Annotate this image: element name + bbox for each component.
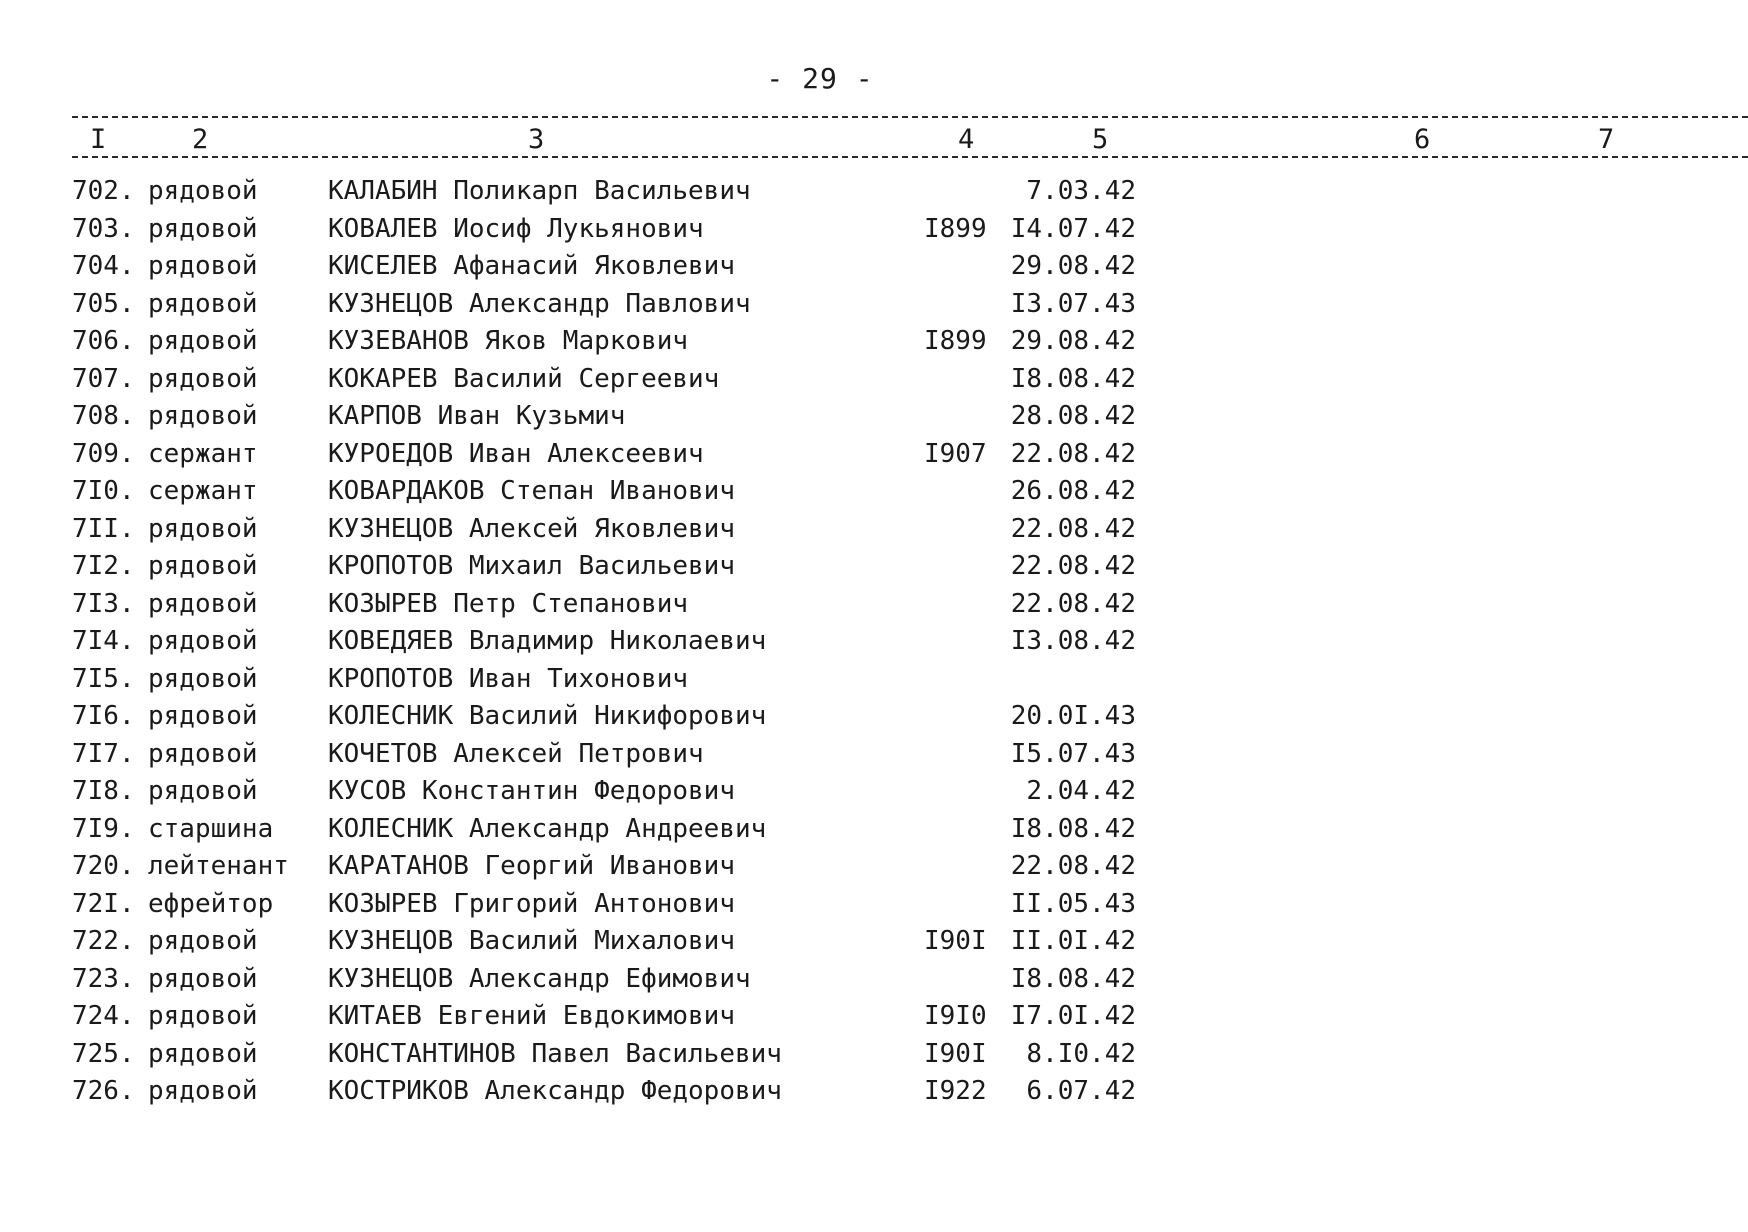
record-name: КОСТРИКОВ Александр Федорович [328, 1076, 782, 1106]
record-number: 707. [72, 363, 135, 394]
table-row [0, 889, 1748, 927]
record-birth-year: I9I0 [924, 1001, 987, 1031]
record-rank: рядовой [148, 1001, 258, 1031]
record-number: 720. [72, 851, 135, 881]
record-number: 7I0. [72, 476, 135, 506]
record-date: I3.07.43 [1010, 288, 1136, 319]
record-name: КОЗЫРЕВ Григорий Антонович [328, 888, 735, 919]
record-name: КАРПОВ Иван Кузьмич [328, 401, 626, 431]
table-row [0, 589, 1748, 627]
record-number: 702. [72, 176, 135, 206]
record-rank: лейтенант [148, 851, 289, 881]
record-number: 704. [72, 251, 135, 281]
record-name: КУЗНЕЦОВ Александр Павлович [328, 288, 751, 319]
record-rank: рядовой [148, 1076, 258, 1106]
record-rank: сержант [148, 438, 258, 469]
record-date: 20.0I.43 [1010, 701, 1136, 731]
record-number: 7II. [72, 513, 135, 544]
record-name: КУЗНЕЦОВ Алексей Яковлевич [328, 513, 735, 544]
record-name: КУСОВ Константин Федорович [328, 776, 735, 806]
record-rank: сержант [148, 476, 258, 506]
table-row [0, 1001, 1748, 1039]
record-date: 28.08.42 [1010, 401, 1136, 431]
record-number: 706. [72, 326, 135, 356]
record-date: 29.08.42 [1010, 326, 1136, 356]
column-header-1: I [86, 124, 110, 155]
record-rank: рядовой [148, 551, 258, 581]
table-row [0, 664, 1748, 702]
record-date: 7.03.42 [1026, 176, 1136, 206]
record-number: 7I8. [72, 776, 135, 806]
record-name: КУЗНЕЦОВ Василий Михалович [328, 926, 735, 956]
record-name: КИСЕЛЕВ Афанасий Яковлевич [328, 251, 735, 281]
record-number: 726. [72, 1076, 135, 1106]
record-birth-year: I899 [924, 326, 987, 356]
record-date: 29.08.42 [1010, 251, 1136, 281]
record-name: КУРОЕДОВ Иван Алексеевич [328, 438, 704, 469]
table-row [0, 964, 1748, 1002]
table-row [0, 176, 1748, 214]
record-number: 709. [72, 438, 135, 469]
record-birth-year: I899 [924, 213, 987, 244]
record-number: 703. [72, 213, 135, 244]
record-date: 22.08.42 [1010, 551, 1136, 581]
record-rank: рядовой [148, 738, 258, 769]
record-name: КОВЕДЯЕВ Владимир Николаевич [328, 626, 767, 656]
record-date: 22.08.42 [1010, 588, 1136, 619]
record-date: I4.07.42 [1010, 213, 1136, 244]
table-row [0, 1039, 1748, 1077]
record-name: КУЗНЕЦОВ Александр Ефимович [328, 963, 751, 994]
record-number: 7I5. [72, 663, 135, 694]
record-rank: рядовой [148, 326, 258, 356]
table-row [0, 214, 1748, 252]
record-table [0, 176, 1748, 1114]
header-rule-top [72, 116, 1748, 118]
record-name: КОЧЕТОВ Алексей Петрович [328, 738, 704, 769]
record-number: 7I9. [72, 813, 135, 844]
table-row [0, 439, 1748, 477]
record-rank: рядовой [148, 363, 258, 394]
record-birth-year: I922 [924, 1076, 987, 1106]
record-name: КАРАТАНОВ Георгий Иванович [328, 851, 735, 881]
record-date: 22.08.42 [1010, 851, 1136, 881]
record-date: 22.08.42 [1010, 438, 1136, 469]
table-row [0, 926, 1748, 964]
table-row [0, 1076, 1748, 1114]
record-date: 26.08.42 [1010, 476, 1136, 506]
record-date: 2.04.42 [1026, 776, 1136, 806]
table-row [0, 551, 1748, 589]
record-name: КОЛЕСНИК Александр Андреевич [328, 813, 767, 844]
column-header-5: 5 [1088, 124, 1112, 155]
record-rank: ефрейтор [148, 888, 274, 919]
record-date: II.05.43 [1010, 888, 1136, 919]
record-rank: рядовой [148, 626, 258, 656]
table-row [0, 776, 1748, 814]
record-number: 7I6. [72, 701, 135, 731]
record-date: 6.07.42 [1026, 1076, 1136, 1106]
record-birth-year: I907 [924, 438, 987, 469]
record-number: 723. [72, 963, 135, 994]
record-rank: рядовой [148, 663, 258, 694]
record-rank: рядовой [148, 401, 258, 431]
record-name: КОКАРЕВ Василий Сергеевич [328, 363, 720, 394]
record-name: КРОПОТОВ Михаил Васильевич [328, 551, 735, 581]
record-date: 8.I0.42 [1026, 1038, 1136, 1069]
column-header-2: 2 [188, 124, 212, 155]
column-header-row [0, 122, 1748, 156]
record-name: КРОПОТОВ Иван Тихонович [328, 663, 689, 694]
record-date: I8.08.42 [1010, 813, 1136, 844]
record-name: КОНСТАНТИНОВ Павел Васильевич [328, 1038, 782, 1069]
header-rule-bottom [72, 156, 1748, 158]
record-rank: рядовой [148, 176, 258, 206]
record-number: 7I2. [72, 551, 135, 581]
record-name: КОВАРДАКОВ Степан Иванович [328, 476, 735, 506]
table-row [0, 851, 1748, 889]
record-number: 7I4. [72, 626, 135, 656]
record-rank: старшина [148, 813, 274, 844]
record-rank: рядовой [148, 513, 258, 544]
record-birth-year: I90I [924, 926, 987, 956]
column-header-7: 7 [1594, 124, 1618, 155]
record-date: I3.08.42 [1010, 626, 1136, 656]
table-row [0, 626, 1748, 664]
record-number: 724. [72, 1001, 135, 1031]
record-name: КОЗЫРЕВ Петр Степанович [328, 588, 689, 619]
record-rank: рядовой [148, 588, 258, 619]
table-row [0, 326, 1748, 364]
record-number: 722. [72, 926, 135, 956]
record-rank: рядовой [148, 251, 258, 281]
column-header-3: 3 [524, 124, 548, 155]
table-row [0, 814, 1748, 852]
record-date: I7.0I.42 [1010, 1001, 1136, 1031]
record-birth-year: I90I [924, 1038, 987, 1069]
record-name: КИТАЕВ Евгений Евдокимович [328, 1001, 735, 1031]
record-number: 7I3. [72, 588, 135, 619]
record-number: 7I7. [72, 738, 135, 769]
record-date: II.0I.42 [1010, 926, 1136, 956]
record-name: КОВАЛЕВ Иосиф Лукьянович [328, 213, 704, 244]
record-rank: рядовой [148, 1038, 258, 1069]
record-date: I8.08.42 [1010, 963, 1136, 994]
table-row [0, 289, 1748, 327]
record-date: I5.07.43 [1010, 738, 1136, 769]
table-row [0, 701, 1748, 739]
record-number: 705. [72, 288, 135, 319]
page-number: - 29 - [766, 62, 874, 95]
table-row [0, 514, 1748, 552]
record-name: КОЛЕСНИК Василий Никифорович [328, 701, 767, 731]
table-row [0, 476, 1748, 514]
record-rank: рядовой [148, 213, 258, 244]
record-rank: рядовой [148, 288, 258, 319]
record-rank: рядовой [148, 963, 258, 994]
record-date: I8.08.42 [1010, 363, 1136, 394]
record-rank: рядовой [148, 776, 258, 806]
record-number: 72I. [72, 888, 135, 919]
record-rank: рядовой [148, 926, 258, 956]
table-row [0, 251, 1748, 289]
table-row [0, 739, 1748, 777]
record-date: 22.08.42 [1010, 513, 1136, 544]
table-row [0, 401, 1748, 439]
column-header-4: 4 [954, 124, 978, 155]
record-name: КАЛАБИН Поликарп Васильевич [328, 176, 751, 206]
table-row [0, 364, 1748, 402]
record-rank: рядовой [148, 701, 258, 731]
column-header-6: 6 [1410, 124, 1434, 155]
record-number: 725. [72, 1038, 135, 1069]
record-name: КУЗЕВАНОВ Яков Маркович [328, 326, 689, 356]
record-number: 708. [72, 401, 135, 431]
